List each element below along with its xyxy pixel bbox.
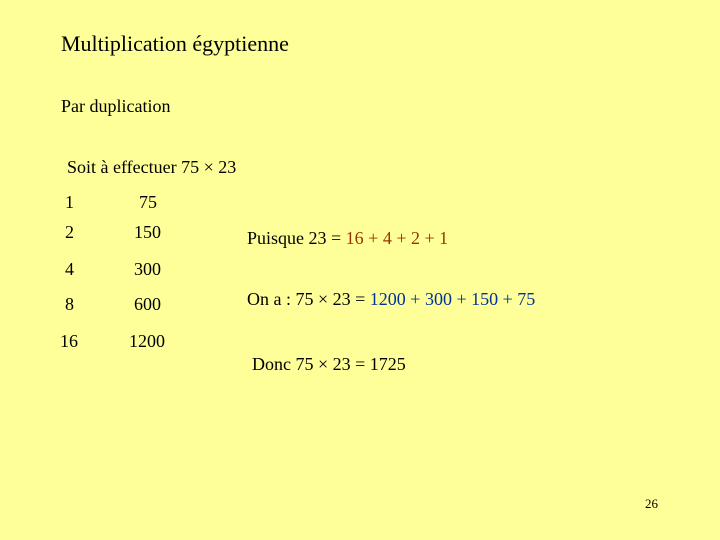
sum-line	[247, 290, 535, 308]
subtitle: Par duplication	[61, 96, 171, 116]
sum-term: 300	[424, 289, 452, 309]
decomposition-term: 4	[382, 228, 392, 248]
sum-operator: +	[405, 289, 425, 309]
decomposition-term: 16	[345, 228, 364, 248]
decomposition-prefix: Puisque 23 =	[247, 228, 346, 248]
table-right-cell: 1200	[129, 331, 165, 351]
table-right-cell: 300	[134, 259, 161, 279]
slide-title: Multiplication égyptienne	[61, 31, 289, 56]
sum-operator: +	[451, 289, 472, 309]
problem-statement: Soit à effectuer 75 × 23	[67, 157, 237, 177]
table-left-cell: 16	[60, 331, 78, 351]
sum-term: 150	[471, 289, 499, 309]
page-number: 26	[645, 496, 658, 511]
sum-prefix: On a : 75 × 23 =	[247, 289, 370, 309]
decomposition-operator: +	[391, 228, 411, 248]
sum-term: 75	[517, 289, 536, 309]
table-left-cell: 8	[65, 294, 74, 314]
table-left-cell: 1	[65, 192, 74, 212]
table-left-cell: 2	[65, 222, 74, 242]
result-line: Donc 75 × 23 = 1725	[252, 354, 406, 374]
decomposition-term: 1	[439, 228, 449, 248]
table-left-cell: 4	[65, 259, 74, 279]
sum-term: 1200	[369, 289, 406, 309]
decomposition-line	[247, 229, 448, 247]
table-right-cell: 600	[134, 294, 161, 314]
decomposition-operator: +	[363, 228, 383, 248]
sum-operator: +	[498, 289, 518, 309]
decomposition-operator: +	[419, 228, 440, 248]
table-right-cell: 75	[139, 192, 157, 212]
decomposition-term: 2	[410, 228, 420, 248]
table-right-cell: 150	[134, 222, 161, 242]
